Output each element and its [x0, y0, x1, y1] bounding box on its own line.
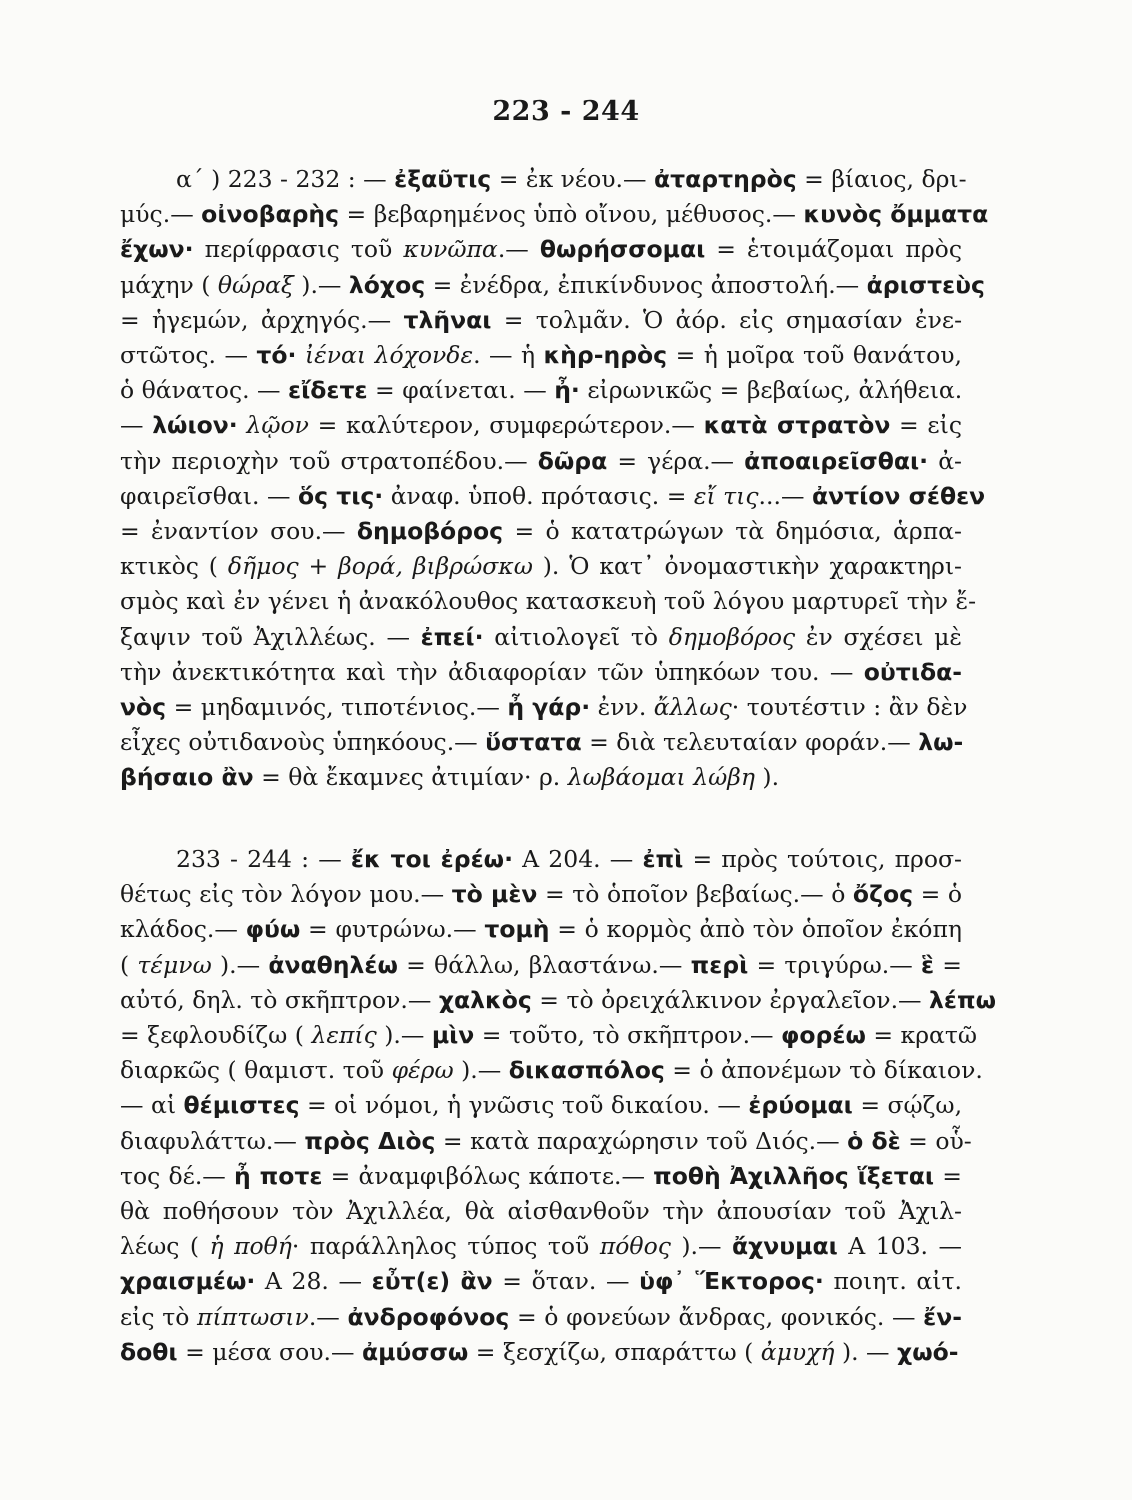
lemma-term: κὴρ-ηρὸς: [543, 341, 668, 370]
text-line: [120, 444, 962, 479]
gloss-text: 233 - 244 : —: [176, 845, 351, 873]
italic-citation: ἄλλως: [653, 693, 732, 722]
text-line: [120, 1124, 972, 1159]
gloss-text: ξαψιν τοῦ Ἀχιλλέως. —: [120, 622, 421, 651]
gloss-text: = τολμᾶν. Ὁ ἀόρ. εἰς σημασίαν ἐνε-: [491, 305, 963, 334]
lemma-term: χραισμέω·: [120, 1267, 256, 1296]
lemma-term: ἀταρτηρὸς: [653, 165, 797, 193]
italic-citation: φέρω: [391, 1056, 454, 1085]
lemma-term: ἓ: [920, 950, 935, 979]
text-line: [120, 1194, 962, 1229]
lemma-term: πρὸς Διὸς: [304, 1126, 436, 1155]
lemma-term: τὸ μὲν: [451, 880, 538, 909]
page-header: 223 - 244: [492, 96, 640, 127]
italic-citation: λωβάομαι λώβη: [567, 763, 755, 792]
text-line: [120, 1053, 983, 1088]
gloss-text: = τὸ ὁποῖον βεβαίως.— ὁ: [537, 880, 853, 909]
text-line: [120, 877, 962, 912]
italic-citation: λεπίς: [311, 1021, 377, 1050]
text-line: [120, 373, 962, 408]
gloss-text: · παράλληλος τύπος τοῦ: [291, 1232, 600, 1261]
text-line: [120, 197, 989, 232]
gloss-text: = ἀναμφιβόλως κάποτε.—: [322, 1161, 654, 1190]
lemma-term: ἔν-: [923, 1302, 962, 1331]
text-line: [120, 948, 962, 983]
gloss-text: = ἐκ νέου.—: [491, 165, 654, 193]
text-line: [120, 584, 977, 619]
lemma-term: ἔχων·: [120, 235, 194, 264]
gloss-text: = ὁ κορμὸς ἀπὸ τὸν ὁποῖον ἐκόπη: [549, 915, 962, 944]
lemma-term: ἀποαιρεῖσθαι·: [744, 446, 929, 475]
lemma-term: τομὴ: [484, 915, 550, 944]
lemma-term: λω-: [918, 728, 964, 757]
text-line: [120, 1018, 978, 1053]
lemma-term: φορέω: [781, 1021, 866, 1050]
lemma-term: ἔκ τοι ἐρέω·: [350, 845, 514, 873]
gloss-text: ὁ θάνατος. —: [120, 376, 289, 405]
gloss-text: =: [934, 950, 962, 979]
italic-citation: ἡ ποθή: [209, 1232, 292, 1261]
gloss-text: = ξεσχίζω, σπαράττω (: [468, 1337, 761, 1366]
lemma-term: μὶν: [431, 1021, 475, 1050]
gloss-text: = ὁ ἀπονέμων τὸ δίκαιον.: [664, 1056, 983, 1085]
gloss-text: .—: [497, 235, 540, 264]
gloss-text: . — ἡ: [473, 341, 544, 370]
lemma-term: ἀριστεὺς: [866, 270, 985, 299]
lemma-term: κατὰ στρατὸν: [703, 411, 891, 440]
lemma-term: χαλκὸς: [438, 985, 532, 1014]
lemma-term: ἐρύομαι: [748, 1091, 853, 1120]
gloss-text: ).—: [211, 950, 269, 979]
gloss-text: ἐνν.: [590, 693, 654, 722]
gloss-text: τὴν περιοχὴν τοῦ στρατοπέδου.—: [120, 446, 538, 475]
gloss-text: ). —: [834, 1337, 898, 1366]
lemma-term: ἀναθηλέω: [268, 950, 398, 979]
gloss-text: = σῴζω,: [852, 1091, 963, 1120]
gloss-text: Α 28. —: [255, 1267, 372, 1296]
gloss-text: = ἡ μοῖρα τοῦ θανάτου,: [667, 341, 962, 370]
lemma-term: θωρήσσομαι: [539, 235, 706, 264]
gloss-text: κτικὸς (: [120, 552, 228, 581]
lemma-term: ἀμύσσω: [361, 1337, 469, 1366]
lemma-term: φύω: [245, 915, 301, 944]
gloss-text: ἐν σχέσει μὲ: [795, 622, 962, 651]
text-line: [120, 408, 962, 443]
gloss-text: ).—: [293, 270, 349, 299]
gloss-text: = οἱ νόμοι, ἡ γνῶσις τοῦ δικαίου. —: [299, 1091, 749, 1120]
gloss-text: διαρκῶς ( θαμιστ. τοῦ: [120, 1056, 392, 1085]
lemma-term: δημοβόρος: [356, 517, 504, 546]
italic-citation: ἀμυχή: [760, 1337, 835, 1366]
gloss-text: ἀναφ. ὑποθ. πρότασις. =: [383, 481, 694, 510]
text-line: [120, 912, 962, 947]
lemma-term: λώιον·: [152, 411, 238, 440]
gloss-text: = ὁ κατατρώγων τὰ δημόσια, ἁρπα-: [503, 517, 962, 546]
text-line: [120, 620, 962, 655]
commentary-paragraph-223-232: [120, 162, 989, 796]
gloss-text: = ἐνέδρα, ἐπικίνδυνος ἀποστολή.—: [425, 270, 867, 299]
gloss-text: = μηδαμινός, τιποτένιος.—: [166, 693, 508, 722]
gloss-text: = βίαιος, δρι-: [796, 165, 967, 193]
text-line: [120, 232, 962, 267]
gloss-text: τὴν ἀνεκτικότητα καὶ τὴν ἀδιαφορίαν τῶν ὑπηκόων του. —: [120, 657, 864, 686]
text-line: [120, 983, 996, 1018]
gloss-text: θὰ ποθήσουν τὸν Ἀχιλλέα, θὰ αἰσθανθοῦν τὴν ἀπουσίαν τοῦ Ἀχιλ-: [120, 1197, 962, 1226]
italic-citation: εἴ τις: [693, 481, 759, 510]
text-line: [120, 655, 962, 690]
lemma-term: λόχος: [348, 270, 426, 299]
gloss-text: = θάλλω, βλαστάνω.—: [397, 950, 691, 979]
text-line: [120, 1088, 962, 1123]
text-line: [120, 303, 962, 338]
lemma-term: βήσαιο ἂν: [120, 763, 254, 792]
lemma-term: ὅς τις·: [297, 481, 384, 510]
lemma-term: ποθὴ Ἀχιλλῆος ἵξεται: [653, 1161, 935, 1190]
gloss-text: μύς.—: [120, 200, 202, 229]
gloss-text: = ἐναντίον σου.—: [120, 517, 357, 546]
italic-citation: κυνῶπα: [403, 235, 498, 264]
gloss-text: = βεβαρημένος ὑπὸ οἴνου, μέθυσος.—: [339, 200, 804, 229]
gloss-text: αἰτιολογεῖ τὸ: [483, 622, 669, 651]
gloss-text: φαιρεῖσθαι. —: [120, 481, 298, 510]
text-line: [120, 1159, 962, 1194]
gloss-text: = φυτρώνω.—: [300, 915, 485, 944]
gloss-text: κλάδος.—: [120, 915, 246, 944]
gloss-text: = εἰς: [890, 411, 962, 440]
gloss-text: = ὁ: [913, 880, 962, 909]
lemma-term: δικασπόλος: [508, 1056, 665, 1085]
lemma-term: ὑφ᾽ Ἕκτορος·: [639, 1267, 824, 1296]
text-line: [120, 1229, 962, 1264]
gloss-text: = γέρα.—: [607, 446, 745, 475]
gloss-text: εἰρωνικῶς = βεβαίως, ἀλήθεια.: [579, 376, 963, 405]
gloss-text: = φαίνεται. —: [367, 376, 555, 405]
lemma-term: οἰνοβαρὴς: [201, 200, 340, 229]
gloss-text: ).—: [453, 1056, 509, 1085]
lemma-term: τλῆναι: [403, 305, 492, 334]
gloss-text: [296, 341, 304, 369]
gloss-text: —: [120, 411, 153, 440]
gloss-text: περίφρασις τοῦ: [193, 235, 404, 264]
gloss-text: = διὰ τελευταίαν φοράν.—: [581, 728, 919, 757]
lemma-term: δοθι: [120, 1337, 178, 1366]
text-line: [120, 268, 985, 303]
italic-citation: λῷον: [246, 411, 309, 440]
text-line: [120, 162, 967, 197]
lemma-term: ἐπεί·: [420, 622, 484, 651]
gloss-text: = καλύτερον, συμφερώτερον.—: [308, 411, 704, 440]
gloss-text: = ὁ φονεύων ἄνδρας, φονικός. —: [509, 1302, 924, 1331]
lemma-term: ἦ γάρ·: [507, 693, 591, 722]
gloss-text: α΄ ) 223 - 232 : —: [176, 165, 395, 193]
gloss-text: ἀ-: [928, 446, 962, 475]
gloss-text: ).—: [670, 1232, 732, 1261]
gloss-text: εἶχες οὐτιδανοὺς ὑπηκόους.—: [120, 728, 486, 757]
lemma-term: ὄζος: [852, 880, 914, 909]
gloss-text: = οὗ-: [900, 1126, 972, 1155]
lemma-term: ἀνδροφόνος: [347, 1302, 510, 1331]
lemma-term: εὖτ(ε) ἂν: [371, 1267, 493, 1296]
text-line: [120, 549, 962, 584]
lemma-term: τό·: [256, 341, 297, 370]
gloss-text: = ὅταν. —: [492, 1267, 640, 1296]
gloss-text: διαφυλάττω.—: [120, 1126, 305, 1155]
lemma-term: νὸς: [120, 693, 167, 722]
lemma-term: ἀντίον σέθεν: [811, 481, 986, 510]
italic-citation: πίπτωσιν: [197, 1302, 309, 1331]
gloss-text: = πρὸς τούτοις, προσ-: [683, 845, 962, 873]
gloss-text: = τὸ ὀρειχάλκινον ἐργαλεῖον.—: [531, 985, 930, 1014]
gloss-text: μάχην (: [120, 270, 218, 299]
lemma-term: περὶ: [690, 950, 749, 979]
gloss-text: θέτως εἰς τὸν λόγον μου.—: [120, 880, 452, 909]
text-line: [120, 1335, 962, 1370]
text-line: [120, 725, 962, 760]
lemma-term: οὐτιδα-: [863, 657, 962, 686]
italic-citation: δῆμος + βορά, βιβρώσκω: [227, 552, 533, 581]
gloss-text: .—: [308, 1302, 348, 1331]
gloss-text: Α 204. —: [513, 845, 643, 873]
italic-citation: θώραξ: [217, 270, 294, 299]
gloss-text: ).—: [376, 1021, 432, 1050]
text-line: [120, 842, 962, 877]
lemma-term: δῶρα: [537, 446, 608, 475]
text-line: [120, 479, 986, 514]
gloss-text: = ξεφλουδίζω (: [120, 1021, 312, 1050]
lemma-term: ἦ ποτε: [234, 1161, 323, 1190]
italic-citation: πόθος: [599, 1232, 671, 1261]
gloss-text: ...—: [758, 481, 812, 510]
lemma-term: εἴδετε: [288, 376, 368, 405]
gloss-text: (: [120, 950, 138, 979]
gloss-text: εἰς τὸ: [120, 1302, 197, 1331]
text-line: [120, 514, 962, 549]
commentary-paragraph-233-244: [120, 842, 996, 1370]
lemma-term: κυνὸς ὄμματα: [803, 200, 989, 229]
gloss-text: ).: [754, 763, 780, 792]
gloss-text: λέως (: [120, 1232, 210, 1261]
gloss-text: = μέσα σου.—: [177, 1337, 362, 1366]
text-line: [120, 1264, 962, 1299]
gloss-text: = ἡγεμών, ἀρχηγός.—: [120, 305, 404, 334]
italic-citation: τέμνω: [137, 950, 212, 979]
gloss-text: = κατὰ παραχώρησιν τοῦ Διός.—: [435, 1126, 848, 1155]
italic-citation: ἰέναι λόχονδε: [304, 341, 474, 370]
gloss-text: = θὰ ἔκαμνες ἀτιμίαν· ρ.: [253, 763, 568, 792]
gloss-text: τος δέ.—: [120, 1161, 235, 1190]
gloss-text: · τουτέστιν : ἂν δὲν: [731, 693, 968, 722]
lemma-term: ἐπὶ: [642, 845, 684, 873]
lemma-term: ἦ·: [554, 376, 580, 405]
gloss-text: =: [934, 1161, 962, 1190]
lemma-term: ὕστατα: [485, 728, 582, 757]
text-line: [120, 760, 962, 795]
gloss-text: = τοῦτο, τὸ σκῆπτρον.—: [474, 1021, 782, 1050]
gloss-text: ). Ὁ κατ᾽ ὀνομαστικὴν χαρακτηρι-: [532, 552, 963, 581]
text-line: [120, 690, 968, 725]
gloss-text: αὐτό, δηλ. τὸ σκῆπτρον.—: [120, 985, 439, 1014]
gloss-text: στῶτος. —: [120, 341, 257, 370]
text-line: [120, 1300, 962, 1335]
lemma-term: χωό-: [897, 1337, 959, 1366]
text-line: [120, 338, 962, 373]
gloss-text: = τριγύρω.—: [748, 950, 921, 979]
gloss-text: Α 103. —: [837, 1232, 962, 1261]
lemma-term: ἄχνυμαι: [731, 1232, 838, 1261]
italic-citation: δημοβόρος: [668, 622, 796, 651]
lemma-term: ἐξαῦτις: [394, 165, 492, 193]
gloss-text: = κρατῶ: [865, 1021, 978, 1050]
gloss-text: = ἑτοιμάζομαι πρὸς: [705, 235, 962, 264]
gloss-text: σμὸς καὶ ἐν γένει ἡ ἀνακόλουθος κατασκευὴ τοῦ λόγου μαρτυρεῖ τὴν ἔ-: [120, 587, 977, 616]
lemma-term: λέπω: [929, 985, 996, 1014]
gloss-text: ποιητ. αἰτ.: [823, 1267, 962, 1296]
lemma-term: ὁ δὲ: [847, 1126, 901, 1155]
gloss-text: — αἱ: [120, 1091, 184, 1120]
lemma-term: θέμιστες: [183, 1091, 300, 1120]
